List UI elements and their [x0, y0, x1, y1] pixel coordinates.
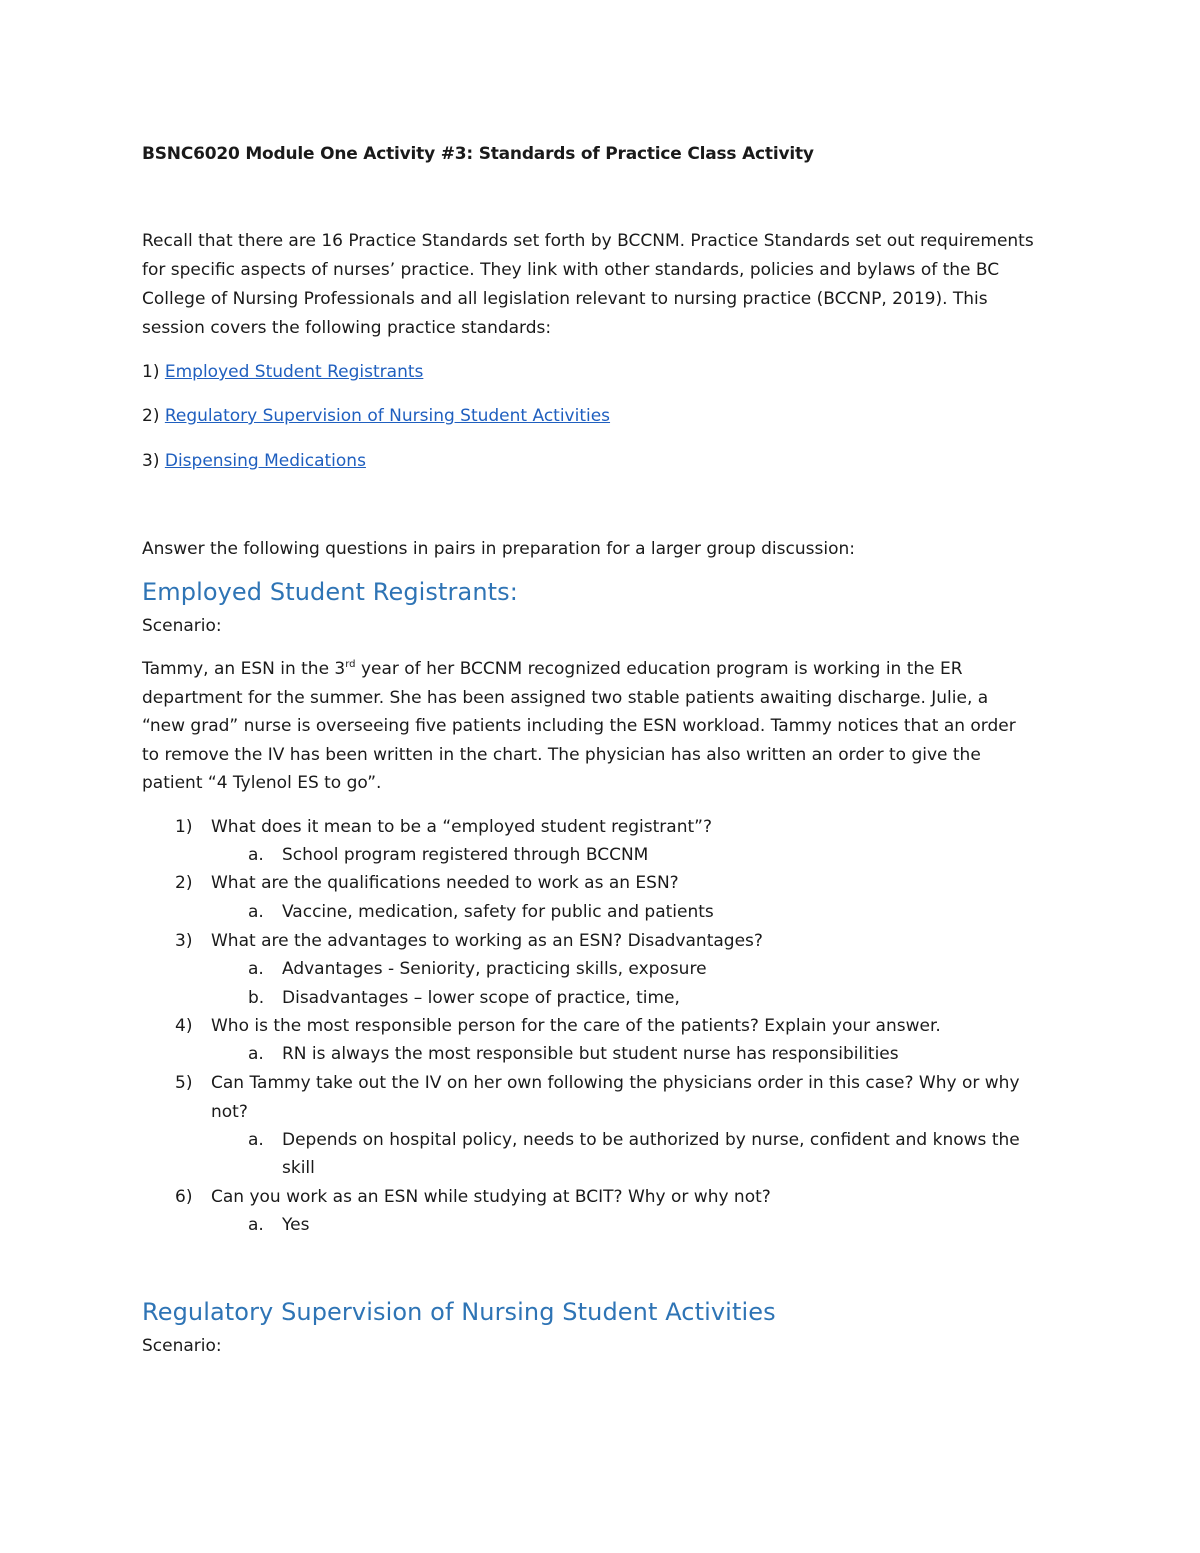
question-number: 3): [175, 931, 193, 951]
answer-letter: a.: [248, 902, 264, 922]
question-text: Who is the most responsible person for the care of the patients? Explain your answer.: [211, 1016, 941, 1036]
standard-link-regulatory-supervision[interactable]: Regulatory Supervision of Nursing Student Activities: [164, 406, 611, 426]
standard-item: [142, 406, 610, 426]
question-text: What are the advantages to working as an ESN? Disadvantages?: [211, 931, 763, 951]
question-text: Can Tammy take out the IV on her own following the physicians order in this case? Why or why: [211, 1073, 1020, 1093]
answer-text-continued: skill: [282, 1158, 315, 1178]
standard-number: 1): [142, 362, 160, 382]
section-heading-regulatory-supervision: Regulatory Supervision of Nursing Student Activities: [142, 1298, 776, 1326]
scenario-text: Tammy, an ESN in the 3: [142, 659, 346, 679]
scenario-text: year of her BCCNM recognized education program is working in the ER: [355, 659, 963, 679]
question-text: What are the qualifications needed to work as an ESN?: [211, 873, 679, 893]
question-number: 6): [175, 1187, 193, 1207]
answer-letter: a.: [248, 1130, 264, 1150]
answer-text: Disadvantages – lower scope of practice, time,: [282, 988, 680, 1008]
intro-line: session covers the following practice standards:: [142, 318, 552, 338]
intro-line: for specific aspects of nurses’ practice. They link with other standards, policies and bylaws of the BC: [142, 260, 1000, 280]
scenario-line: patient “4 Tylenol ES to go”.: [142, 773, 382, 793]
intro-line: Recall that there are 16 Practice Standards set forth by BCCNM. Practice Standards set out requirements: [142, 231, 1034, 251]
instruction-text: Answer the following questions in pairs in preparation for a larger group discussion:: [142, 539, 855, 559]
document-title: BSNC6020 Module One Activity #3: Standards of Practice Class Activity: [142, 144, 814, 164]
scenario-line: department for the summer. She has been assigned two stable patients awaiting discharge. Julie, a: [142, 688, 989, 708]
section-heading-employed-student-registrants: Employed Student Registrants:: [142, 578, 518, 606]
question-number: 4): [175, 1016, 193, 1036]
standard-number: 3): [142, 451, 160, 471]
scenario-line: [142, 659, 963, 679]
answer-text: Advantages - Seniority, practicing skills, exposure: [282, 959, 707, 979]
question-text-continued: not?: [211, 1102, 248, 1122]
standard-link-employed-student-registrants[interactable]: Employed Student Registrants: [164, 362, 424, 382]
answer-letter: a.: [248, 959, 264, 979]
answer-text: RN is always the most responsible but student nurse has responsibilities: [282, 1044, 899, 1064]
question-number: 2): [175, 873, 193, 893]
standard-number: 2): [142, 406, 160, 426]
answer-letter: b.: [248, 988, 265, 1008]
scenario-label: Scenario:: [142, 1336, 222, 1356]
question-text: Can you work as an ESN while studying at BCIT? Why or why not?: [211, 1187, 771, 1207]
question-number: 5): [175, 1073, 193, 1093]
intro-line: College of Nursing Professionals and all legislation relevant to nursing practice (BCCNP, 2019). This: [142, 289, 988, 309]
question-number: 1): [175, 817, 193, 837]
answer-text: School program registered through BCCNM: [282, 845, 649, 865]
standard-item: [142, 451, 366, 471]
answer-letter: a.: [248, 1044, 264, 1064]
answer-text: Depends on hospital policy, needs to be authorized by nurse, confident and knows the: [282, 1130, 1020, 1150]
answer-letter: a.: [248, 845, 264, 865]
scenario-label: Scenario:: [142, 616, 222, 636]
answer-text: Yes: [282, 1215, 310, 1235]
scenario-line: to remove the IV has been written in the chart. The physician has also written an order to give the: [142, 745, 981, 765]
answer-text: Vaccine, medication, safety for public and patients: [282, 902, 714, 922]
question-text: What does it mean to be a “employed student registrant”?: [211, 817, 712, 837]
scenario-line: “new grad” nurse is overseeing five patients including the ESN workload. Tammy notices that an order: [142, 716, 1016, 736]
answer-letter: a.: [248, 1215, 264, 1235]
standard-item: [142, 362, 423, 382]
standard-link-dispensing-medications[interactable]: Dispensing Medications: [164, 451, 366, 471]
superscript: rd: [345, 659, 356, 670]
